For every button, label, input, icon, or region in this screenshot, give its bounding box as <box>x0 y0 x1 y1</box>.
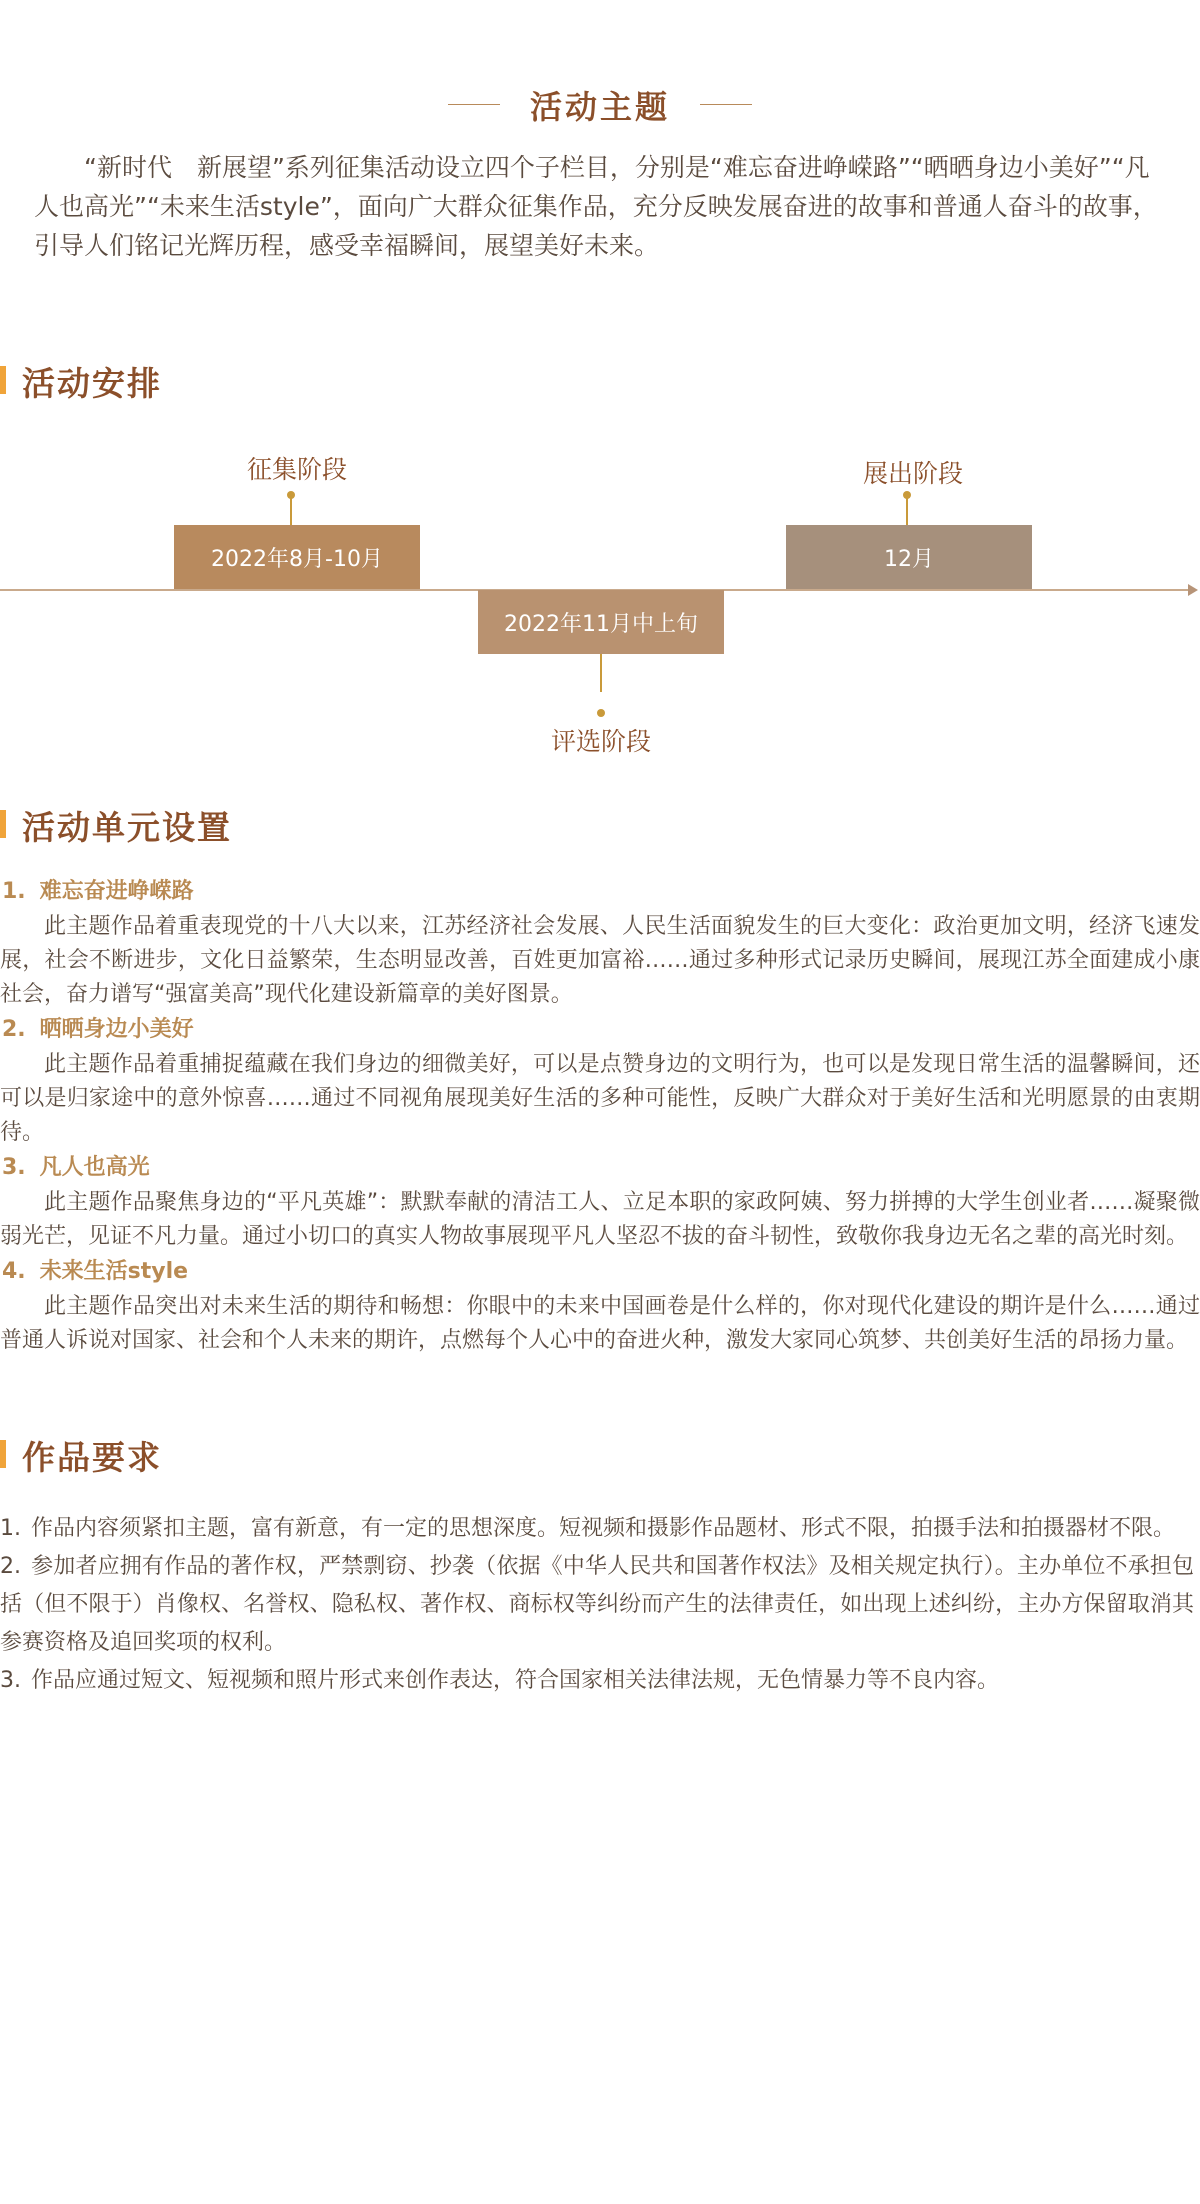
unit-number: 1. <box>2 879 26 904</box>
requirement-item <box>0 1548 1194 1662</box>
heading-decor-line-right <box>700 104 752 105</box>
requirement-number: 2. <box>0 1554 21 1579</box>
stage-label-judging: 评选阶段 <box>550 727 651 756</box>
requirement-number: 1. <box>0 1516 21 1541</box>
schedule-heading-text: 活动安排 <box>22 364 162 403</box>
stage-date-judging: 2022年11月中上旬 <box>478 590 724 654</box>
unit-number: 3. <box>2 1155 26 1180</box>
unit-body: 此主题作品突出对未来生活的期待和畅想：你眼中的未来中国画卷是什么样的，你对现代化建设的期许是什么……通过普通人诉说对国家、社会和个人未来的期许，点燃每个人心中的奋进火种，激发大家同心筑梦、共创美好生活的昂扬力量。 <box>0 1294 1200 1353</box>
stage-stem <box>906 495 908 525</box>
requirement-text: 参加者应拥有作品的著作权，严禁剽窃、抄袭（依据《中华人民共和国著作权法》及相关规定执行）。主办单位不承担包括（但不限于）肖像权、名誉权、隐私权、著作权、商标权等纠纷而产生的法律责任，如出现上述纠纷，主办方保留取消其参赛资格及追回奖项的权利。 <box>0 1554 1194 1655</box>
timeline-arrow-icon <box>1188 584 1198 596</box>
requirement-item <box>0 1510 1194 1548</box>
unit-number: 2. <box>2 1017 26 1042</box>
requirement-text: 作品应通过短文、短视频和照片形式来创作表达，符合国家相关法律法规，无色情暴力等不良内容。 <box>31 1668 1000 1693</box>
requirement-item <box>0 1662 1194 1700</box>
stage-dot <box>597 709 605 717</box>
heading-accent-bar <box>0 810 6 838</box>
unit-title <box>0 874 1200 910</box>
theme-heading <box>0 78 1200 134</box>
unit-body: 此主题作品聚焦身边的“平凡英雄”：默默奉献的清洁工人、立足本职的家政阿姨、努力拼搏的大学生创业者……凝聚微弱光芒，见证不凡力量。通过小切口的真实人物故事展现平凡人坚忍不拔的奋斗韧性，致敬你我身边无名之辈的高光时刻。 <box>0 1190 1200 1249</box>
unit-body: 此主题作品着重表现党的十八大以来，江苏经济社会发展、人民生活面貌发生的巨大变化：政治更加文明，经济飞速发展，社会不断进步，文化日益繁荣，生态明显改善，百姓更加富裕……通过多种形式记录历史瞬间，展现江苏全面建成小康社会，奋力谱写“强富美高”现代化建设新篇章的美好图景。 <box>0 914 1200 1007</box>
heading-accent-bar <box>0 366 6 394</box>
unit-item <box>0 1254 1200 1358</box>
requirements-list <box>0 1510 1194 1700</box>
requirement-text: 作品内容须紧扣主题，富有新意，有一定的思想深度。短视频和摄影作品题材、形式不限，拍摄手法和拍摄器材不限。 <box>31 1516 1176 1541</box>
units-list <box>0 874 1200 1358</box>
heading-accent-bar <box>0 1440 6 1468</box>
stage-date-collection: 2022年8月-10月 <box>174 525 420 589</box>
unit-number: 4. <box>2 1259 26 1284</box>
heading-decor-line-left <box>448 104 500 105</box>
stage-stem <box>290 495 292 525</box>
stage-date-exhibition: 12月 <box>786 525 1032 589</box>
schedule-timeline <box>0 440 1200 760</box>
requirement-number: 3. <box>0 1668 21 1693</box>
unit-title <box>0 1012 1200 1048</box>
units-heading-text: 活动单元设置 <box>22 808 232 847</box>
stage-stem <box>600 654 602 692</box>
requirements-heading-text: 作品要求 <box>22 1438 162 1477</box>
unit-title-text: 未来生活style <box>39 1259 189 1284</box>
unit-item <box>0 1150 1200 1254</box>
stage-label-collection: 征集阶段 <box>246 455 347 484</box>
unit-title <box>0 1254 1200 1290</box>
unit-title-text: 晒晒身边小美好 <box>39 1017 194 1042</box>
unit-item <box>0 1012 1200 1150</box>
unit-body: 此主题作品着重捕捉蕴藏在我们身边的细微美好，可以是点赞身边的文明行为，也可以是发现日常生活的温馨瞬间，还可以是归家途中的意外惊喜……通过不同视角展现美好生活的多种可能性，反映广大群众对于美好生活和光明愿景的由衷期待。 <box>0 1052 1200 1145</box>
unit-title <box>0 1150 1200 1186</box>
unit-title-text: 难忘奋进峥嵘路 <box>39 879 194 904</box>
stage-label-exhibition: 展出阶段 <box>862 459 963 488</box>
theme-intro: “新时代 新展望”系列征集活动设立四个子栏目，分别是“难忘奋进峥嵘路”“晒晒身边小美好”“凡人也高光”“未来生活style”，面向广大群众征集作品，充分反映发展奋进的故事和普通人奋斗的故事，引导人们铭记光辉历程，感受幸福瞬间，展望美好未来。 <box>34 153 1158 260</box>
unit-title-text: 凡人也高光 <box>39 1155 150 1180</box>
unit-item <box>0 874 1200 1012</box>
theme-title: 活动主题 <box>529 88 670 126</box>
